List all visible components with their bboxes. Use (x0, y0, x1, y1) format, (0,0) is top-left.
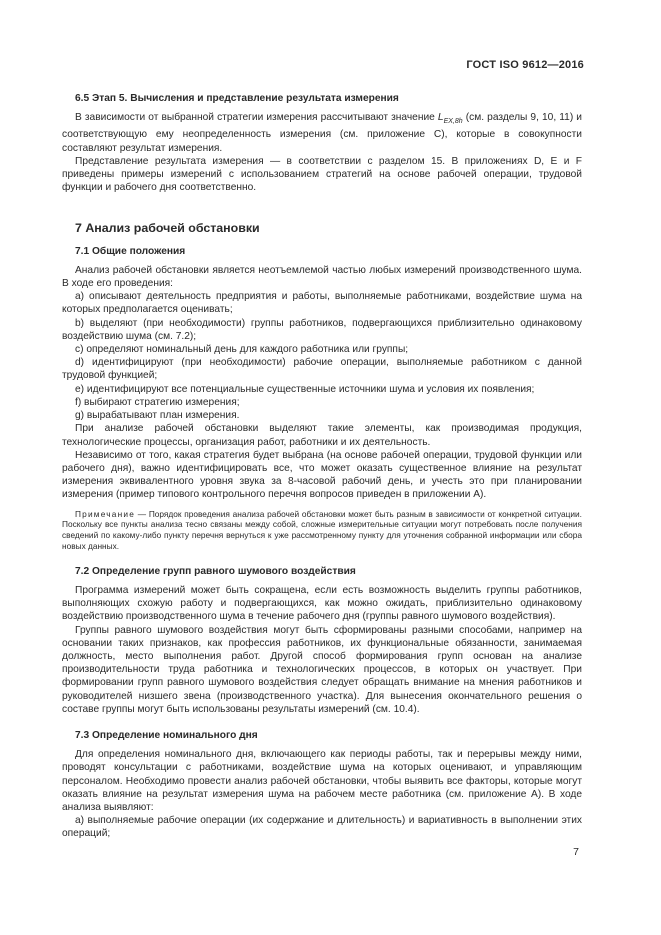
text-run: (см. разделы 9, 10, 11) и соответствующую ему неопределенность измерения (см. приложение С), которые в совокупности составляют результат измерения. (62, 112, 582, 154)
list-item: e) идентифицируют все потенциальные существенные источники шума и условия их появления; (75, 383, 535, 395)
list-item: a) описывают деятельность предприятия и работы, выполняемые работниками, воздействие шума на которых предполагается оценивать; (62, 291, 582, 316)
section-6-5-heading: 6.5 Этап 5. Вычисления и представление результата измерения (75, 93, 399, 104)
section-7-1-heading: 7.1 Общие положения (75, 245, 186, 257)
document-header: ГОСТ ISO 9612—2016 (466, 59, 584, 71)
text-run: В зависимости от выбранной стратегии измерения рассчитывают значение (75, 112, 438, 124)
list-item: d) идентифицируют (при необходимости) рабочие операции, выполняемые работником с данной трудовой функцией; (62, 357, 582, 382)
section-7-3-paragraph-1: Для определения номинального дня, включающего как периоды работы, так и перерывы между ними, проводят консультации с работниками, воздействие шума на которых оценивают, и управляющим персоналом. Необходимо провести анализ рабочей обстановки, чтобы выявить все факторы, которые могут оказать влияние на результат измерения шума на рабочем месте работника (см. приложение А). В ходе анализа выявляют: (62, 749, 582, 813)
section-6-5-paragraph-2: Представление результата измерения — в соответствии с разделом 15. В приложениях D, E и F приведены примеры измерений с использованием стратегий на основе рабочей операции, трудовой функции и рабочего дня соответственно. (62, 155, 582, 194)
section-7-heading: 7 Анализ рабочей обстановки (75, 221, 260, 236)
list-item: b) выделяют (при необходимости) группы работников, подвергающихся приблизительно одинаковому воздействию шума (см. 7.2); (62, 317, 582, 342)
symbol-l: L (437, 112, 444, 124)
section-7-2-paragraph-1: Программа измерений может быть сокращена, если есть возможность выделить группы работников, выполняющих схожую работу и подвергающихся, как можно ожидать, приблизительно одинаковому воздействию производственного шума в течение рабочего дня (группы равного шумового воздействия). (62, 584, 582, 623)
page-number: 7 (573, 846, 579, 858)
list-item: f) выбирают стратегию измерения; (75, 396, 240, 408)
list-item: g) вырабатывают план измерения. (75, 410, 240, 422)
symbol-subscript: EX,8h (443, 118, 463, 126)
section-7-1-paragraph-1: Анализ рабочей обстановки является неотъемлемой частью любых измерений производственного шума. В ходе его проведения: (62, 264, 582, 290)
list-item: c) определяют номинальный день для каждого работника или группы; (75, 344, 409, 356)
section-6-5-paragraph-1 (62, 111, 582, 155)
section-7-3-heading: 7.3 Определение номинального дня (75, 729, 258, 741)
section-7-2-heading: 7.2 Определение групп равного шумового воздействия (75, 565, 356, 577)
list-item: a) выполняемые рабочие операции (их содержание и длительность) и вариативность в выполнении этих операций; (62, 815, 582, 840)
note-text: — Порядок проведения анализа рабочей обстановки может быть разным в зависимости от конкретной ситуации. Поскольку все пункты анализа тесно связаны между собой, сложные измерительные ситуации могут потребовать после получения сведений по какому-либо пункту перечня вернуться к уже рассмотренному пункту для уточнения собранной информации или сбора новых данных. (62, 508, 582, 551)
note (62, 509, 582, 552)
note-label: Примечание (75, 508, 136, 519)
section-7-2-paragraph-2: Группы равного шумового воздействия могут быть сформированы разными способами, например на основании таких признаков, как профессия работников, их функциональные обязанности, занимаемая должность, место выполнения работ. Другой способ формирования групп основан на анализе производительности труда работника и технологических процессов, в которых он участвует. При формировании групп равного шумового воздействия следует обращать внимание на мнения работников и руководителей низшего звена (производственного участка). Для вынесения окончательного решения о составе группы могут быть использованы результаты измерений (см. 10.4). (62, 624, 582, 715)
section-7-1-paragraph-2: При анализе рабочей обстановки выделяют такие элементы, как производимая продукция, технологические процессы, организация работ, работники и их деятельность. (62, 423, 582, 448)
page-body (62, 92, 582, 841)
section-7-1-paragraph-3: Независимо от того, какая стратегия будет выбрана (на основе рабочей операции, трудовой функции или рабочего дня), важно идентифицировать все, что может оказать существенное влияние на результат измерения эквивалентного уровня звука за 8-часовой рабочий день, и учесть это при планировании измерения (пример типового контрольного перечня вопросов приведен в приложении А). (62, 449, 582, 501)
